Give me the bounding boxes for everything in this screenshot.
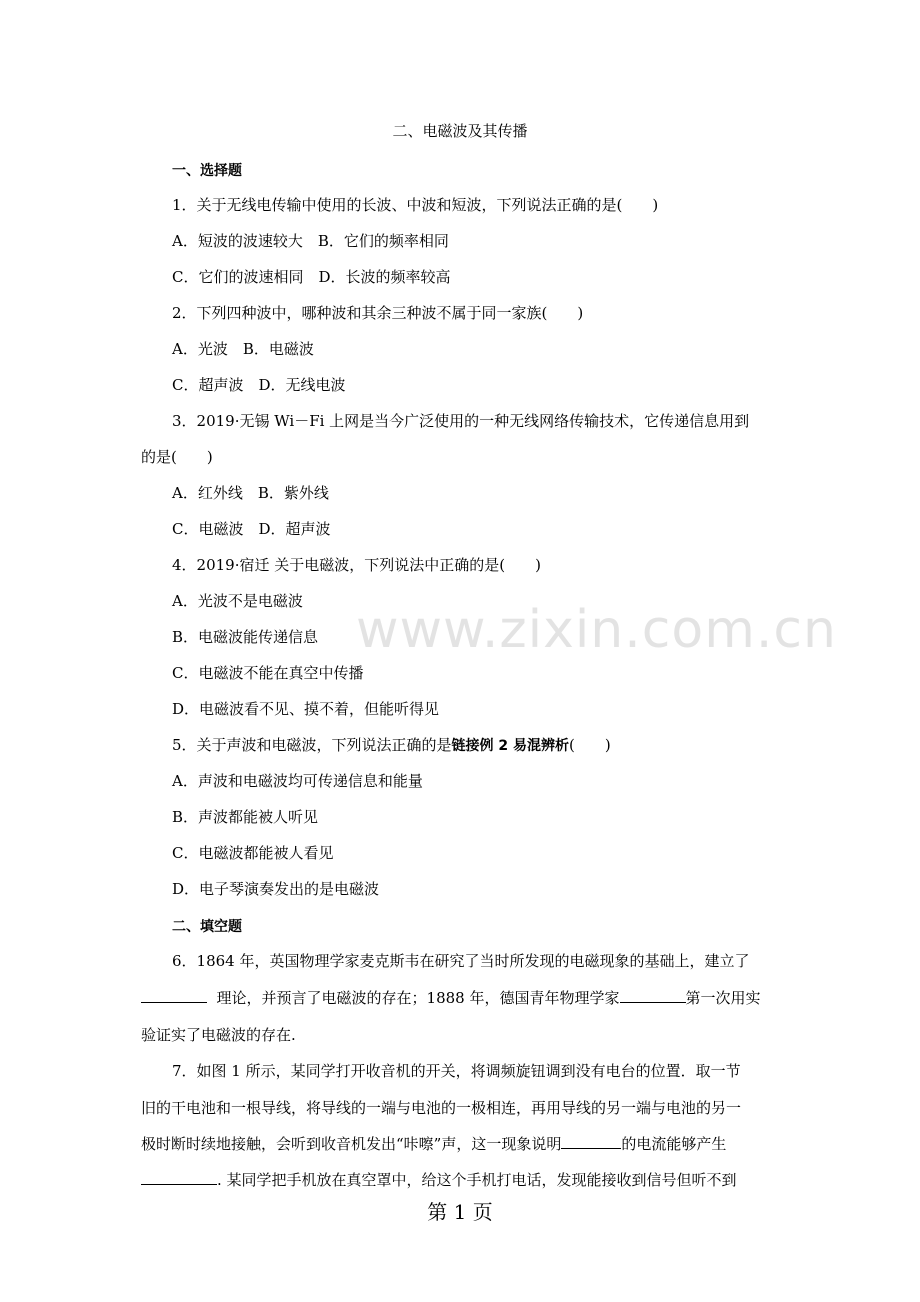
page-title: 二、电磁波及其传播 [392, 122, 528, 140]
question-2-options-cd: C．超声波 D．无线电波 [172, 376, 346, 394]
question-5-link-tag: 链接例 2 易混辨析 [451, 738, 570, 754]
section-heading-choice: 一、选择题 [172, 163, 242, 179]
question-5-option-b: B．声波都能被人听见 [172, 808, 319, 826]
question-5-paren: ( ) [569, 736, 611, 754]
answer-blank[interactable] [141, 1170, 217, 1185]
answer-blank[interactable] [561, 1134, 621, 1149]
question-5-stem [172, 734, 611, 755]
question-1-options-ab: A．短波的波速较大 B．它们的频率相同 [172, 232, 449, 250]
question-4-option-c: C．电磁波不能在真空中传播 [172, 664, 364, 682]
question-6-line2-text-a: 理论，并预言了电磁波的存在；1888 年，德国青年物理学家 [216, 989, 620, 1007]
question-7-line3 [141, 1133, 726, 1154]
question-4-option-a: A．光波不是电磁波 [172, 592, 303, 610]
question-3-stem-line1: 3．2019·无锡 Wi－Fi 上网是当今广泛使用的一种无线网络传输技术，它传递信息用到 [172, 412, 750, 430]
page-footer: 第 1 页 [427, 1200, 493, 1224]
question-6-line2-text-b: 第一次用实 [685, 989, 761, 1007]
question-4-option-b: B．电磁波能传递信息 [172, 628, 319, 646]
question-3-options-ab: A．红外线 B．紫外线 [172, 484, 329, 502]
question-7-line1: 7．如图 1 所示，某同学打开收音机的开关，将调频旋钮调到没有电台的位置．取一节 [172, 1062, 741, 1080]
question-6-line1: 6．1864 年，英国物理学家麦克斯韦在研究了当时所发现的电磁现象的基础上，建立了 [172, 952, 750, 970]
question-2-options-ab: A．光波 B．电磁波 [172, 340, 314, 358]
question-3-stem-line2: 的是( ) [141, 448, 213, 466]
answer-blank[interactable] [141, 988, 207, 1003]
section-heading-fill: 二、填空题 [172, 919, 242, 935]
question-2-stem: 2．下列四种波中，哪种波和其余三种波不属于同一家族( ) [172, 304, 584, 322]
question-7-line2: 旧的干电池和一根导线，将导线的一端与电池的一极相连，再用导线的另一端与电池的另一 [141, 1099, 742, 1117]
watermark: www.zixin.com.cn [356, 600, 837, 660]
question-7-line3-text-b: 的电流能够产生 [621, 1135, 727, 1153]
question-5-stem-text: 5．关于声波和电磁波，下列说法正确的是 [172, 736, 452, 754]
question-7-line3-text-a: 极时断时续地接触，会听到收音机发出“咔嚓”声，这一现象说明 [141, 1135, 562, 1153]
question-5-option-d: D．电子琴演奏发出的是电磁波 [172, 880, 380, 898]
question-4-option-d: D．电磁波看不见、摸不着，但能听得见 [172, 700, 440, 718]
question-7-line4-text: . 某同学把手机放在真空罩中，给这个手机打电话，发现能接收到信号但听不到 [217, 1171, 737, 1189]
question-1-stem: 1．关于无线电传输中使用的长波、中波和短波，下列说法正确的是( ) [172, 196, 659, 214]
question-3-options-cd: C．电磁波 D．超声波 [172, 520, 331, 538]
answer-blank[interactable] [620, 988, 686, 1003]
question-6-line2 [141, 987, 761, 1008]
question-7-line4 [141, 1169, 737, 1190]
question-5-option-a: A．声波和电磁波均可传递信息和能量 [172, 772, 423, 790]
question-1-options-cd: C．它们的波速相同 D．长波的频率较高 [172, 268, 451, 286]
question-6-line3: 验证实了电磁波的存在. [141, 1026, 296, 1044]
question-5-option-c: C．电磁波都能被人看见 [172, 844, 334, 862]
question-4-stem: 4．2019·宿迁 关于电磁波，下列说法中正确的是( ) [172, 556, 541, 574]
